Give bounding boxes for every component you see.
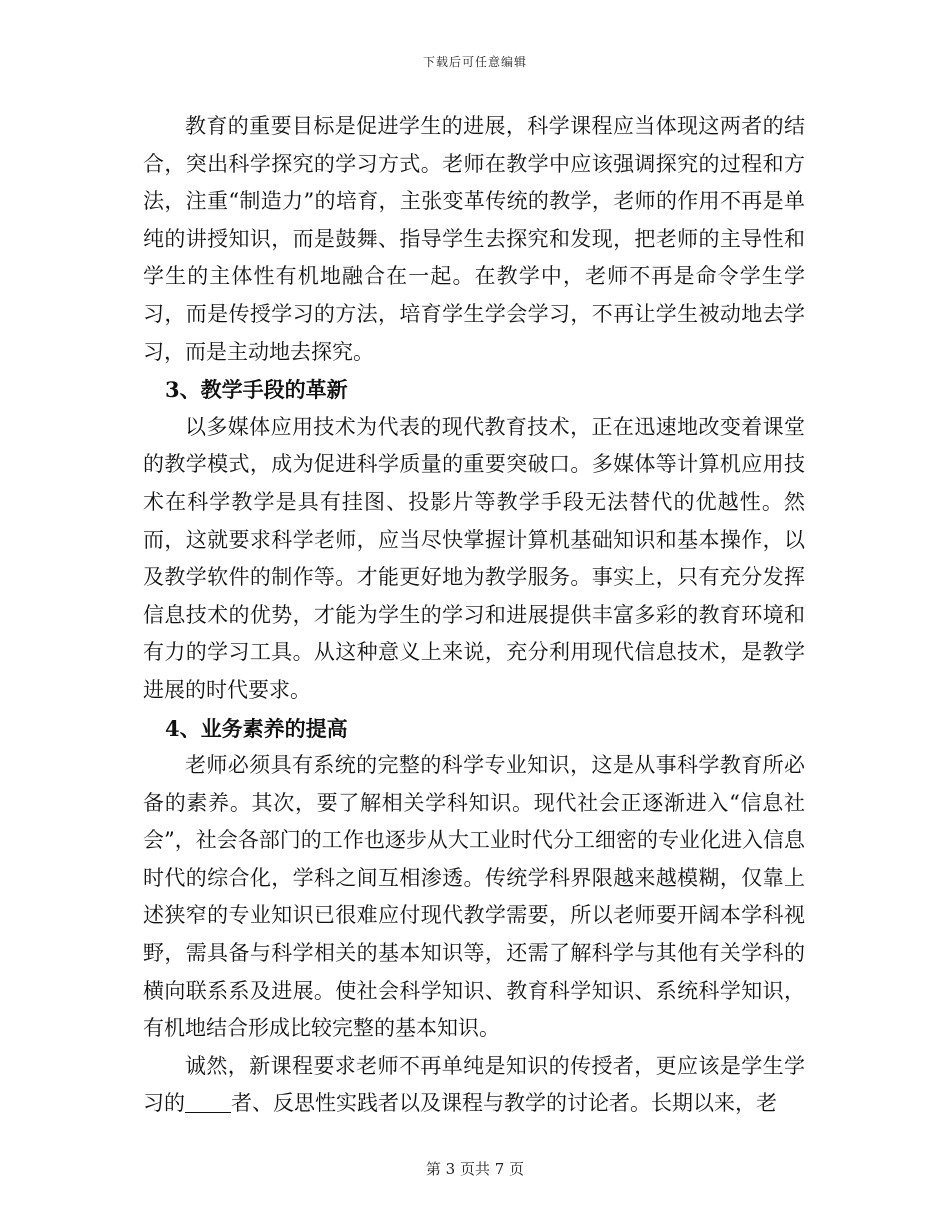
paragraph-4 [143, 1048, 805, 1123]
section-heading-4: 4、业务素养的提高 [165, 715, 348, 741]
paragraph-1: 教育的重要目标是促进学生的进展，科学课程应当体现这两者的结合，突出科学探究的学习方式。老师在教学中应该强调探究的过程和方法，注重“制造力”的培育，主张变革传统的教学，老师的作用不再是单纯的讲授知识，而是鼓舞、指导学生去探究和发现，把老师的主导性和学生的主体性有机地融合在一起。在教学中，老师不再是命令学生学习，而是传授学习的方法，培育学生学会学习，不再让学生被动地去学习，而是主动地去探究。 [143, 114, 805, 364]
paragraph-4-end: 者、反思性实践者以及课程与教学的讨论者。长期以来，老 [231, 1091, 777, 1116]
paragraph-4-start: 诚然，新课程要求老师不再单纯是知识的传授者，更应该是学生学习的 [143, 1053, 805, 1116]
paragraph-3: 老师必须具有系统的完整的科学专业知识，这是从事科学教育所必备的素养。其次，要了解相关学科知识。现代社会正逐渐进入“信息社会”，社会各部门的工作也逐步从大工业时代分工细密的专业化进入信息时代的综合化，学科之间互相渗透。传统学科界限越来越模糊，仅靠上述狭窄的专业知识已很难应付现代教学需要，所以老师要开阔本学科视野，需具备与科学相关的基本知识等，还需了解科学与其他有关学科的横向联系系及进展。使社会科学知识、教育科学知识、系统科学知识，有机地结合形成比较完整的基本知识。 [143, 753, 805, 1041]
page-footer: 第 3 页共 7 页 [425, 1160, 525, 1178]
document-body [143, 108, 805, 1123]
paragraph-2: 以多媒体应用技术为代表的现代教育技术，正在迅速地改变着课堂的教学模式，成为促进科学质量的重要突破口。多媒体等计算机应用技术在科学教学是具有挂图、投影片等教学手段无法替代的优越性。然而，这就要求科学老师，应当尽快掌握计算机基础知识和基本操作，以及教学软件的制作等。才能更好地为教学服务。事实上，只有充分发挥信息技术的优势，才能为学生的学习和进展提供丰富多彩的教育环境和有力的学习工具。从这种意义上来说，充分利用现代信息技术，是教学进展的时代要求。 [143, 414, 805, 702]
fill-in-blank [185, 1090, 231, 1113]
section-heading-3: 3、教学手段的革新 [165, 377, 348, 403]
page-header: 下载后可任意编辑 [422, 55, 527, 69]
